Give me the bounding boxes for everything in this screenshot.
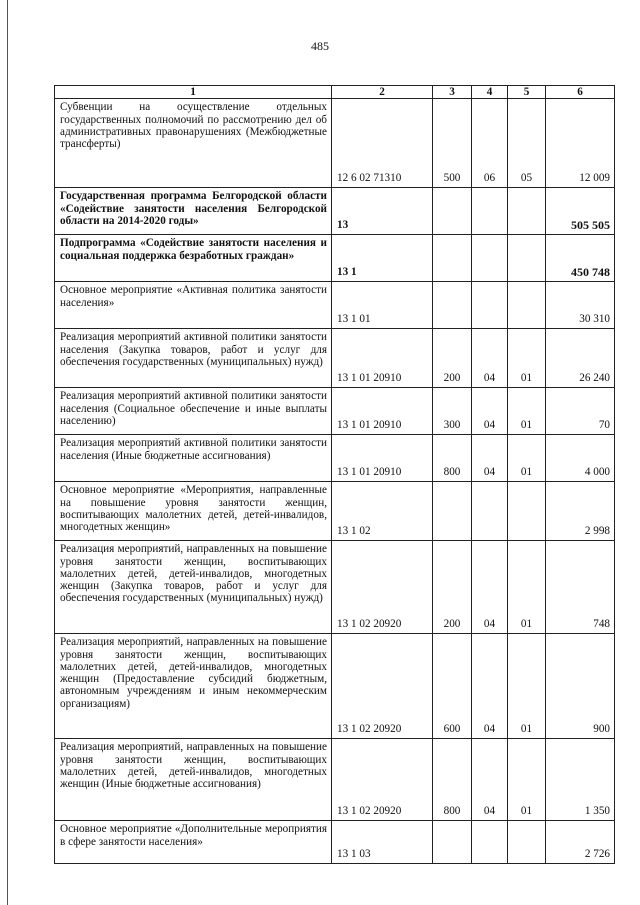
table-row <box>55 541 615 634</box>
row-amount: 26 240 <box>546 329 615 388</box>
row-name: Реализация мероприятий, направленных на повышение уровня занятости женщин, воспитывающих малолетних детей, детей-инвалидов, многодетных женщин (Предоставление субсидий бюджетным, автономным учреждениям и иным некоммерческим организациям) <box>55 634 332 739</box>
row-amount: 2 998 <box>546 482 615 541</box>
column-header-1: 1 <box>55 86 332 99</box>
row-amount: 12 009 <box>546 99 615 188</box>
row-col4: 04 <box>472 739 508 821</box>
row-name: Реализация мероприятий активной политики занятости населения (Социальное обеспечение и иные выплаты населению) <box>55 388 332 435</box>
column-header-4: 4 <box>472 86 508 99</box>
row-col5: 01 <box>508 329 546 388</box>
row-code: 13 1 02 20920 <box>332 541 433 634</box>
table-row <box>55 388 615 435</box>
row-col5 <box>508 482 546 541</box>
row-name: Реализация мероприятий активной политики занятости населения (Закупка товаров, работ и услуг для обеспечения государственных (муниципальных) нужд) <box>55 329 332 388</box>
row-code: 13 1 01 20910 <box>332 435 433 482</box>
row-col4: 04 <box>472 541 508 634</box>
row-amount: 450 748 <box>546 235 615 282</box>
row-col3 <box>433 282 472 329</box>
row-col5: 01 <box>508 435 546 482</box>
table-row <box>55 282 615 329</box>
row-col5 <box>508 282 546 329</box>
row-col4: 06 <box>472 99 508 188</box>
row-code: 13 1 02 <box>332 482 433 541</box>
row-name: Государственная программа Белгородской области «Содействие занятости населения Белгородской области на 2014-2020 годы» <box>55 188 332 235</box>
row-code: 13 1 <box>332 235 433 282</box>
row-col3: 500 <box>433 99 472 188</box>
row-name: Основное мероприятие «Активная политика занятости населения» <box>55 282 332 329</box>
row-name: Реализация мероприятий активной политики занятости населения (Иные бюджетные ассигнования) <box>55 435 332 482</box>
table-row <box>55 188 615 235</box>
row-col3 <box>433 188 472 235</box>
table-row <box>55 482 615 541</box>
row-col4 <box>472 188 508 235</box>
row-col5 <box>508 235 546 282</box>
column-header-5: 5 <box>508 86 546 99</box>
table-row <box>55 99 615 188</box>
row-amount: 505 505 <box>546 188 615 235</box>
row-col4 <box>472 482 508 541</box>
row-amount: 748 <box>546 541 615 634</box>
row-col5: 01 <box>508 388 546 435</box>
column-header-2: 2 <box>332 86 433 99</box>
row-col5: 01 <box>508 634 546 739</box>
column-header-6: 6 <box>546 86 615 99</box>
row-col4: 04 <box>472 388 508 435</box>
row-col5 <box>508 188 546 235</box>
row-col3: 200 <box>433 329 472 388</box>
table-row <box>55 329 615 388</box>
row-col4: 04 <box>472 329 508 388</box>
row-col4 <box>472 282 508 329</box>
column-header-3: 3 <box>433 86 472 99</box>
row-amount: 30 310 <box>546 282 615 329</box>
row-col3: 600 <box>433 634 472 739</box>
row-code: 13 1 03 <box>332 821 433 864</box>
row-code: 13 1 01 20910 <box>332 329 433 388</box>
row-name: Субвенции на осуществление отдельных государственных полномочий по рассмотрению дел об административных правонарушениях (Межбюджетные трансферты) <box>55 99 332 188</box>
row-col4: 04 <box>472 435 508 482</box>
row-code: 13 1 01 20910 <box>332 388 433 435</box>
row-amount: 4 000 <box>546 435 615 482</box>
row-amount: 70 <box>546 388 615 435</box>
row-code: 13 1 02 20920 <box>332 634 433 739</box>
table-row <box>55 739 615 821</box>
row-col3 <box>433 821 472 864</box>
row-col3 <box>433 482 472 541</box>
row-amount: 2 726 <box>546 821 615 864</box>
table-row <box>55 634 615 739</box>
row-name: Реализация мероприятий, направленных на повышение уровня занятости женщин, воспитывающих малолетних детей, детей-инвалидов, многодетных женщин (Иные бюджетные ассигнования) <box>55 739 332 821</box>
row-col3: 300 <box>433 388 472 435</box>
row-name: Подпрограмма «Содействие занятости населения и социальная поддержка безработных граждан» <box>55 235 332 282</box>
row-name: Реализация мероприятий, направленных на повышение уровня занятости женщин, воспитывающих малолетних детей, детей-инвалидов, многодетных женщин (Закупка товаров, работ и услуг для обеспечения государственных (муниципальных) нужд) <box>55 541 332 634</box>
row-code: 12 6 02 71310 <box>332 99 433 188</box>
row-code: 13 <box>332 188 433 235</box>
row-col4: 04 <box>472 634 508 739</box>
table-header-row <box>55 86 615 99</box>
binding-edge-line <box>7 0 8 905</box>
row-col3 <box>433 235 472 282</box>
row-col4 <box>472 235 508 282</box>
row-col5: 05 <box>508 99 546 188</box>
row-col5: 01 <box>508 739 546 821</box>
row-col3: 200 <box>433 541 472 634</box>
row-col3: 800 <box>433 435 472 482</box>
row-name: Основное мероприятие «Дополнительные мероприятия в сфере занятости населения» <box>55 821 332 864</box>
row-amount: 900 <box>546 634 615 739</box>
row-code: 13 1 01 <box>332 282 433 329</box>
row-col5: 01 <box>508 541 546 634</box>
page-number: 485 <box>311 39 329 53</box>
table-row <box>55 821 615 864</box>
table-row <box>55 435 615 482</box>
table-row <box>55 235 615 282</box>
row-code: 13 1 02 20920 <box>332 739 433 821</box>
row-col5 <box>508 821 546 864</box>
budget-table <box>54 85 615 864</box>
row-col3: 800 <box>433 739 472 821</box>
row-col4 <box>472 821 508 864</box>
row-amount: 1 350 <box>546 739 615 821</box>
row-name: Основное мероприятие «Мероприятия, направленные на повышение уровня занятости женщин, воспитывающих малолетних детей, детей-инвалидов, многодетных женщин» <box>55 482 332 541</box>
